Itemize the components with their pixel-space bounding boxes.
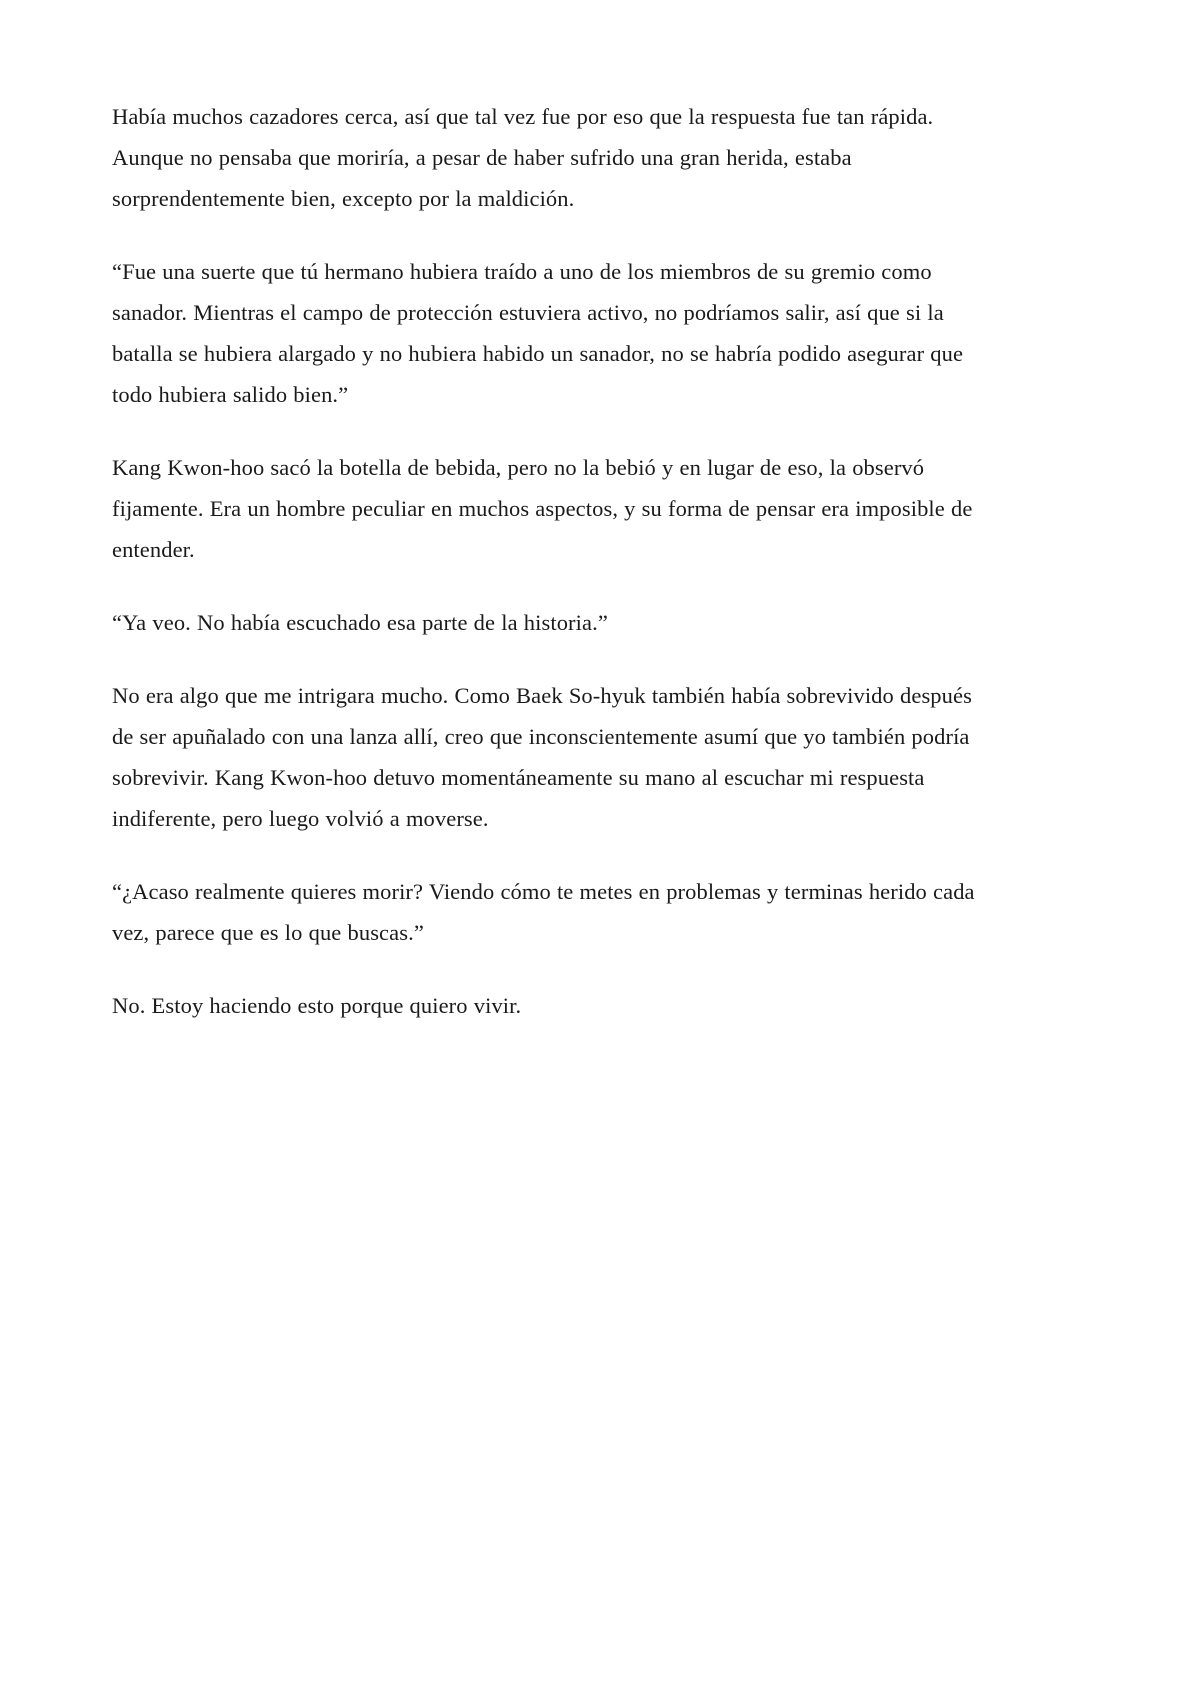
paragraph: Kang Kwon-hoo sacó la botella de bebida, pero no la bebió y en lugar de eso, la observó fijamente. Era un hombre peculiar en muchos aspectos, y su forma de pensar era imposible de entender. [112, 455, 973, 562]
paragraph: “Ya veo. No había escuchado esa parte de la historia.” [112, 610, 608, 635]
paragraph: “¿Acaso realmente quieres morir? Viendo cómo te metes en problemas y terminas herido cada vez, parece que es lo que buscas.” [112, 879, 975, 945]
paragraph: No. Estoy haciendo esto porque quiero vivir. [112, 993, 522, 1018]
paragraph: Había muchos cazadores cerca, así que tal vez fue por eso que la respuesta fue tan rápida. Aunque no pensaba que moriría, a pesar de haber sufrido una gran herida, estaba sorprendentemente bien, excepto por la maldición. [112, 104, 934, 211]
paragraph: No era algo que me intrigara mucho. Como Baek So-hyuk también había sobrevivido después de ser apuñalado con una lanza allí, creo que inconscientemente asumí que yo también podría sobrevivir. Kang Kwon-hoo detuvo momentáneamente su mano al escuchar mi respuesta indiferente, pero luego volvió a moverse. [112, 683, 972, 831]
paragraph: “Fue una suerte que tú hermano hubiera traído a uno de los miembros de su gremio como sanador. Mientras el campo de protección estuviera activo, no podríamos salir, así que si la batalla se hubiera alargado y no hubiera habido un sanador, no se habría podido asegurar que todo hubiera salido bien.” [112, 259, 964, 407]
document-body [112, 96, 997, 1026]
